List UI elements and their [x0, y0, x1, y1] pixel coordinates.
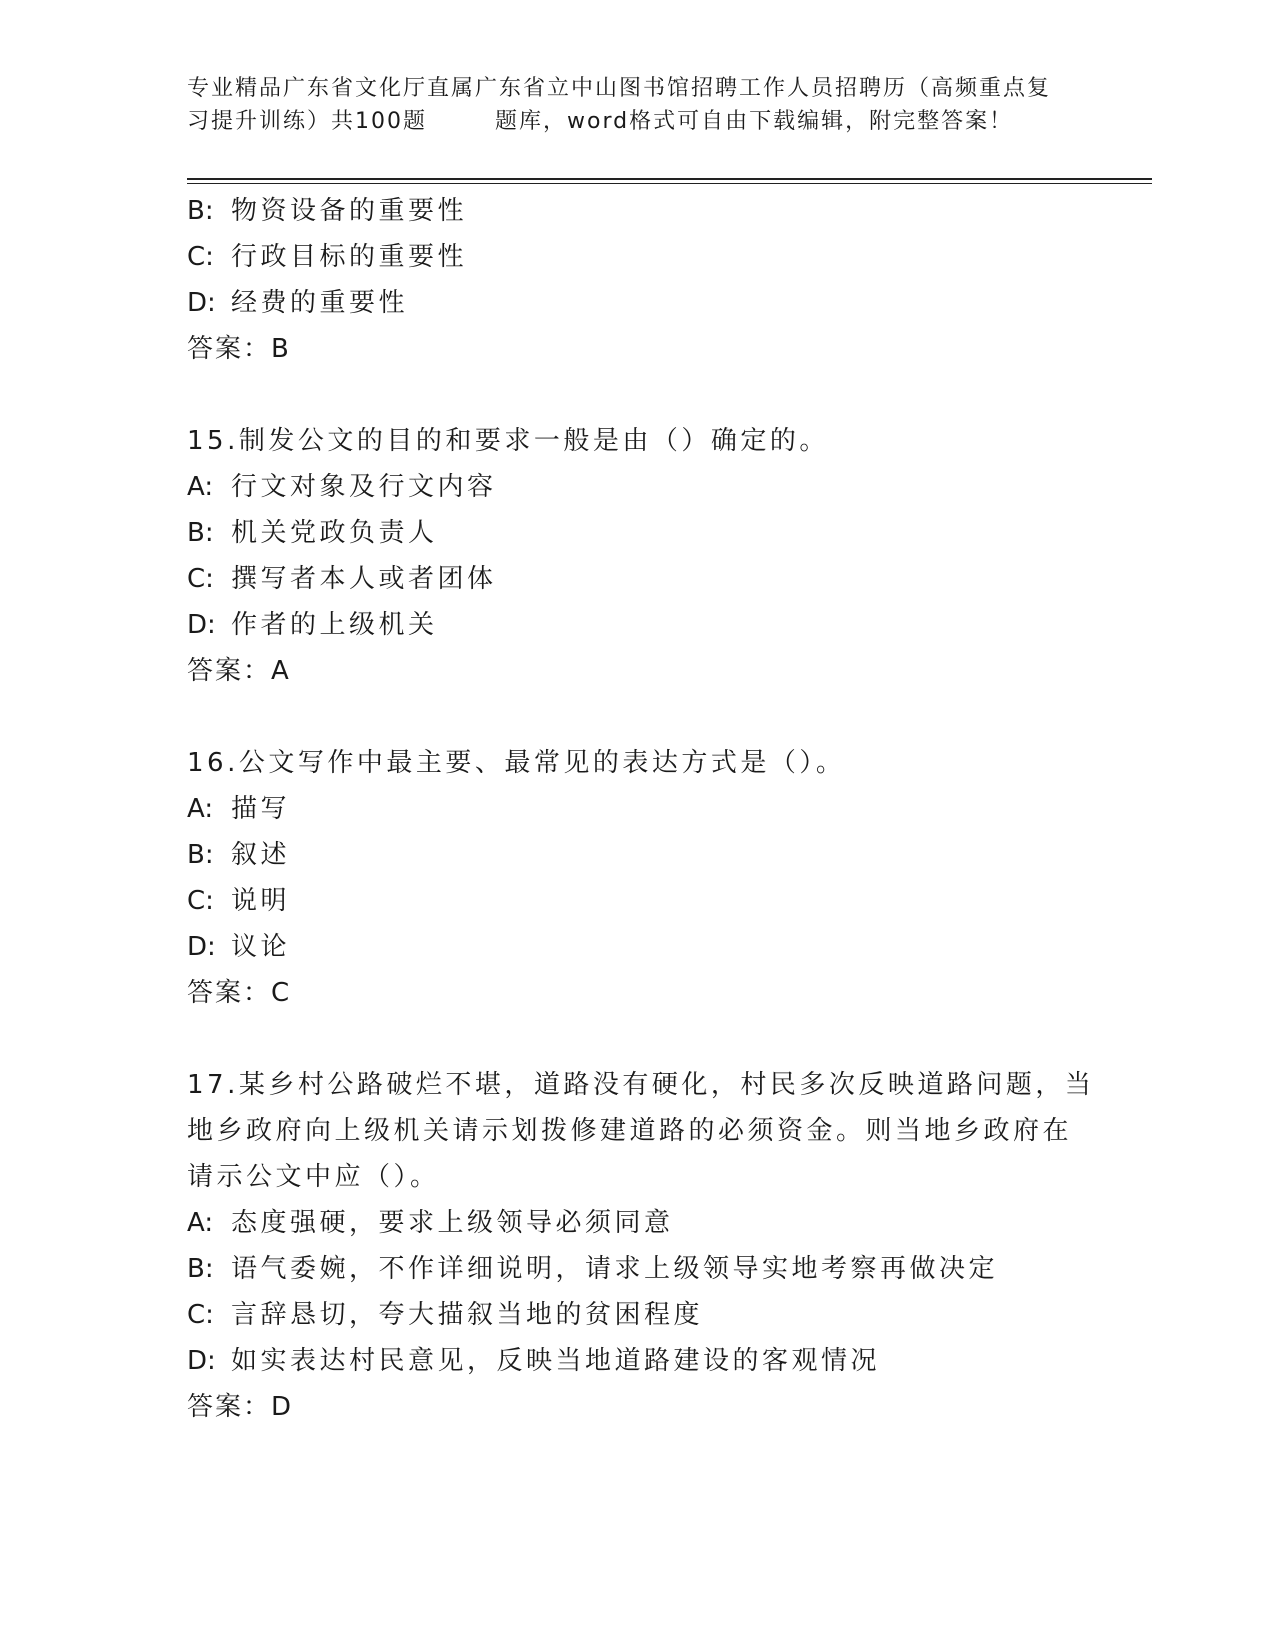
- option-a: A: 行文对象及行文内容: [187, 472, 497, 502]
- answer-line: 答案：A: [187, 656, 291, 686]
- option-c: C: 行政目标的重要性: [187, 242, 468, 272]
- question-15: [187, 418, 1087, 694]
- page-header: [187, 72, 1087, 138]
- option-b: B: 语气委婉，不作详细说明，请求上级领导实地考察再做决定: [187, 1254, 999, 1284]
- answer-line: 答案：C: [187, 978, 292, 1008]
- header-title-line-2: [187, 105, 1087, 138]
- question-content: [187, 188, 1095, 1430]
- question-stem-line-3: 请示公文中应（）。: [187, 1162, 440, 1192]
- continued-question-block: [187, 188, 1087, 372]
- option-d: D: 经费的重要性: [187, 288, 409, 318]
- option-b: B: 物资设备的重要性: [187, 196, 468, 226]
- question-16: [187, 740, 1087, 1016]
- option-a: A: 描写: [187, 794, 291, 824]
- option-c: C: 说明: [187, 886, 291, 916]
- option-c: C: 撰写者本人或者团体: [187, 564, 497, 594]
- option-b: B: 机关党政负责人: [187, 518, 438, 548]
- option-a: A: 态度强硬，要求上级领导必须同意: [187, 1208, 674, 1238]
- option-c: C: 言辞恳切，夸大描叙当地的贫困程度: [187, 1300, 704, 1330]
- answer-line: 答案：B: [187, 334, 291, 364]
- question-stem-line-2: 地乡政府向上级机关请示划拨修建道路的必须资金。则当地乡政府在: [187, 1116, 1073, 1146]
- header-title-line-2-part-a: 习提升训练）共100题: [187, 109, 427, 134]
- option-b: B: 叙述: [187, 840, 291, 870]
- header-divider-thin: [187, 183, 1152, 184]
- question-stem-line-1: 17.某乡村公路破烂不堪，道路没有硬化，村民多次反映道路问题，当: [187, 1070, 1095, 1100]
- option-d: D: 如实表达村民意见，反映当地道路建设的客观情况: [187, 1346, 881, 1376]
- question-stem: 15.制发公文的目的和要求一般是由（）确定的。: [187, 426, 829, 456]
- option-d: D: 作者的上级机关: [187, 610, 438, 640]
- question-17: [187, 1062, 1095, 1430]
- header-divider-thick: [187, 178, 1152, 180]
- header-title-line-2-part-b: 题库，word格式可自由下载编辑，附完整答案！: [495, 109, 1014, 134]
- question-stem: 16.公文写作中最主要、最常见的表达方式是（）。: [187, 748, 846, 778]
- header-title-line-1: 专业精品广东省文化厅直属广东省立中山图书馆招聘工作人员招聘历（高频重点复: [187, 76, 1052, 101]
- answer-line: 答案：D: [187, 1392, 294, 1422]
- option-d: D: 议论: [187, 932, 291, 962]
